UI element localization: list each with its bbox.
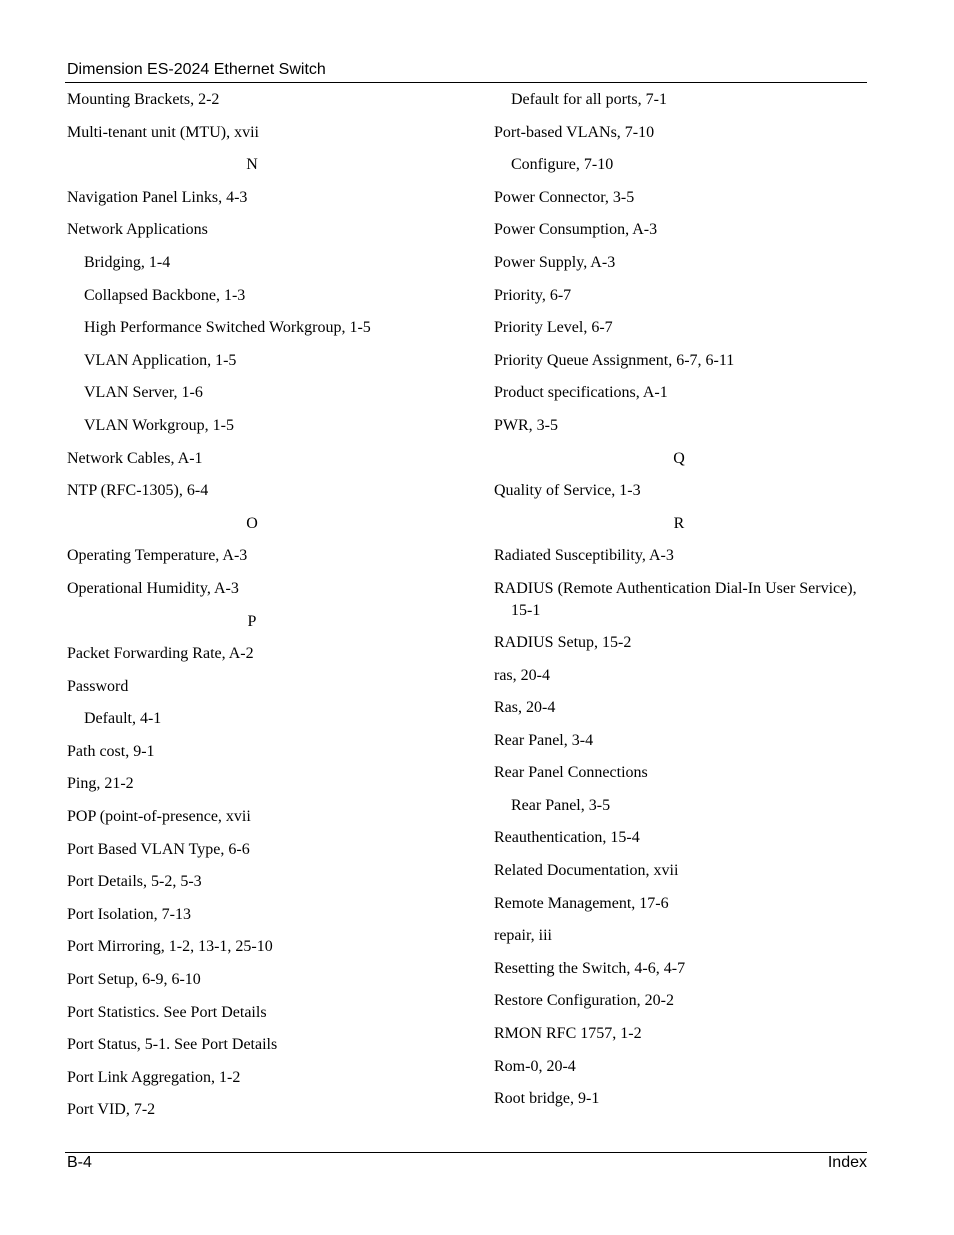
page-header-title: Dimension ES-2024 Ethernet Switch xyxy=(67,61,326,78)
index-entry: Priority Queue Assignment, 6-7, 6-11 xyxy=(494,351,735,369)
index-subentry: Collapsed Backbone, 1-3 xyxy=(84,286,246,304)
index-entry: Port Based VLAN Type, 6-6 xyxy=(67,840,250,858)
index-subentry: Bridging, 1-4 xyxy=(84,253,171,271)
index-section-letter: P xyxy=(247,612,257,630)
index-entry: Packet Forwarding Rate, A-2 xyxy=(67,645,254,663)
index-section-letter: Q xyxy=(673,449,685,467)
index-entry: Product specifications, A-1 xyxy=(494,384,668,402)
index-entry: Port Status, 5-1. See Port Details xyxy=(67,1036,278,1054)
index-entry: Remote Management, 17-6 xyxy=(494,894,669,912)
index-subentry: Configure, 7-10 xyxy=(511,156,614,174)
index-entry: Rear Panel, 3-4 xyxy=(494,731,594,749)
footer-rule xyxy=(65,1152,867,1153)
index-subentry: VLAN Workgroup, 1-5 xyxy=(84,416,234,434)
index-entry: Resetting the Switch, 4-6, 4-7 xyxy=(494,959,686,977)
index-entry: repair, iii xyxy=(494,927,552,945)
index-entry: Port VID, 7-2 xyxy=(67,1101,156,1119)
index-entry: Port Statistics. See Port Details xyxy=(67,1003,267,1021)
index-entry: Power Supply, A-3 xyxy=(494,253,616,271)
index-entry: Power Connector, 3-5 xyxy=(494,188,635,206)
index-subentry: Default, 4-1 xyxy=(84,710,162,728)
index-entry: Root bridge, 9-1 xyxy=(494,1090,600,1108)
index-entry: Password xyxy=(67,677,129,695)
index-entry: Port Details, 5-2, 5-3 xyxy=(67,873,202,891)
index-entry: Port Isolation, 7-13 xyxy=(67,905,191,923)
page-number: B-4 xyxy=(67,1154,92,1171)
index-entry: Navigation Panel Links, 4-3 xyxy=(67,188,248,206)
index-entry: Restore Configuration, 20-2 xyxy=(494,992,674,1010)
index-entry: Rear Panel Connections xyxy=(494,764,648,782)
index-entry: ras, 20-4 xyxy=(494,666,550,684)
index-section-letter: N xyxy=(246,156,258,174)
index-entry: Port-based VLANs, 7-10 xyxy=(494,123,655,141)
index-entry: Priority, 6-7 xyxy=(494,286,572,304)
index-entry: Ping, 21-2 xyxy=(67,775,134,793)
index-entry: Rom-0, 20-4 xyxy=(494,1057,576,1075)
index-entry: RADIUS Setup, 15-2 xyxy=(494,633,632,651)
index-entry: Ras, 20-4 xyxy=(494,699,556,717)
index-entry: Multi-tenant unit (MTU), xvii xyxy=(67,123,259,141)
index-entry: Priority Level, 6-7 xyxy=(494,319,613,337)
index-entry: Path cost, 9-1 xyxy=(67,742,155,760)
index-column-left xyxy=(67,89,437,1132)
index-entry: Radiated Susceptibility, A-3 xyxy=(494,547,674,565)
index-entry: Port Link Aggregation, 1-2 xyxy=(67,1068,241,1086)
index-entry: Mounting Brackets, 2-2 xyxy=(67,91,220,108)
index-entry: Quality of Service, 1-3 xyxy=(494,482,641,500)
index-section-letter: O xyxy=(246,514,258,532)
section-name: Index xyxy=(827,1154,867,1171)
index-section-letter: R xyxy=(673,514,685,532)
index-entry: Operational Humidity, A-3 xyxy=(67,579,239,597)
index-subentry: Rear Panel, 3-5 xyxy=(511,796,611,814)
index-entry: RADIUS (Remote Authentication Dial-In User Service), 15-1 xyxy=(494,579,857,619)
index-entry: NTP (RFC-1305), 6-4 xyxy=(67,482,209,500)
index-entry: Power Consumption, A-3 xyxy=(494,221,658,239)
index-entry: Related Documentation, xvii xyxy=(494,862,679,880)
index-subentry: High Performance Switched Workgroup, 1-5 xyxy=(84,319,371,337)
index-entry: Port Mirroring, 1-2, 13-1, 25-10 xyxy=(67,938,273,956)
index-entry: Network Cables, A-1 xyxy=(67,449,203,467)
index-entry: Port Setup, 6-9, 6-10 xyxy=(67,971,201,989)
index-entry: PWR, 3-5 xyxy=(494,416,558,434)
index-entry: RMON RFC 1757, 1-2 xyxy=(494,1025,642,1043)
index-subentry: VLAN Server, 1-6 xyxy=(84,384,203,402)
index-entry: Network Applications xyxy=(67,221,208,239)
index-entry: Reauthentication, 15-4 xyxy=(494,829,640,847)
header-rule xyxy=(65,82,867,83)
index-column-right xyxy=(494,89,866,1121)
index-subentry: Default for all ports, 7-1 xyxy=(511,91,667,108)
index-entry: Operating Temperature, A-3 xyxy=(67,547,248,565)
index-entry: POP (point-of-presence, xvii xyxy=(67,808,251,826)
index-subentry: VLAN Application, 1-5 xyxy=(84,351,237,369)
